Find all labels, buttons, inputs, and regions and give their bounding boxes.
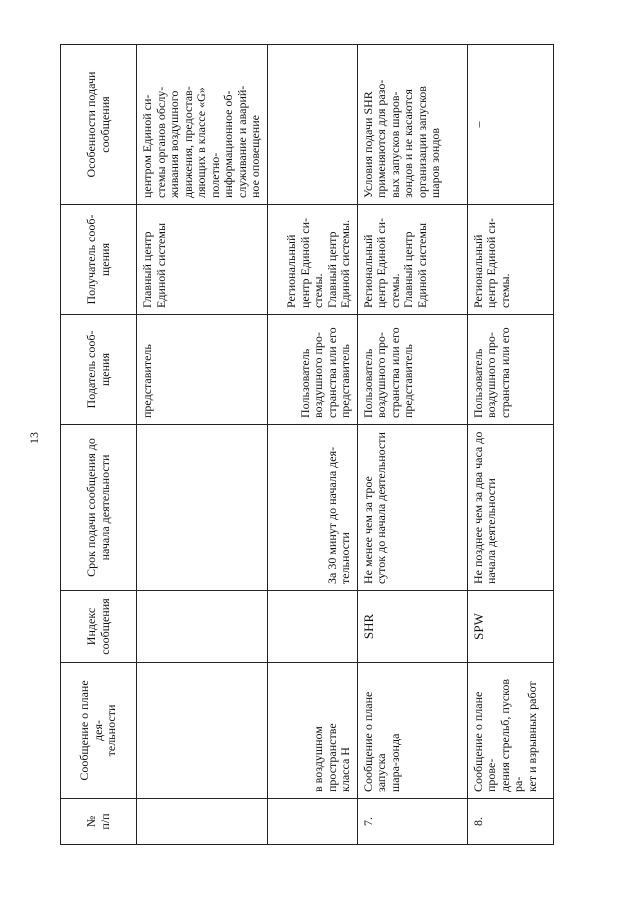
cell-deadline: Не позднее чем за два часа до начала деятельности [467,425,553,591]
table-row [467,45,553,845]
cell-message: Сообщение о плане прове- дения стрельб, пусков ра- кет и взрывных работ [467,663,553,799]
cell-sender: Пользователь воздушного про- странства или его [467,315,553,425]
header-recipient: Получатель сооб- щения [61,205,137,315]
cell-index: SPW [467,591,553,663]
header-deadline: Срок подачи сообщения до начала деятельности [61,425,137,591]
table-row [357,45,467,845]
cell-number: 8. [467,799,553,845]
cell-message: Сообщение о плане запуска шара-зонда [357,663,467,799]
cell-recipient: Региональный центр Единой си- стемы. Главный центр Единой системы [357,205,467,315]
cell-number [267,799,357,845]
cell-message: в воздушном пространстве класса H [267,663,357,799]
header-message: Сообщение о плане дея- тельности [61,663,137,799]
table-header-row [61,45,137,845]
cell-sender: Пользователь воздушного про- странства или его представитель [267,315,357,425]
cell-index: SHR [357,591,467,663]
header-index: Индекс сообщения [61,591,137,663]
cell-index [137,591,268,663]
cell-features: – [467,45,553,205]
cell-recipient: Главный центр Единой системы [137,205,268,315]
cell-number [137,799,268,845]
table-row [137,45,268,845]
cell-index [267,591,357,663]
cell-deadline: Не менее чем за трое суток до начала деятельности [357,425,467,591]
cell-recipient: Региональный центр Единой си- стемы. Главный центр Единой системы. [267,205,357,315]
cell-features [267,45,357,205]
cell-features: Условия подачи SHR применяются для разо- вых запусков шаров- зондов и не касаются организации запусков шаров зондов [357,45,467,205]
cell-sender: Пользователь воздушного про- странства или его представитель [357,315,467,425]
cell-recipient: Региональный центр Единой си- стемы. [467,205,553,315]
header-number: № п/п [61,799,137,845]
header-features: Особенности подачи сообщения [61,45,137,205]
page-number: 13 [27,432,41,444]
messages-table [60,44,554,845]
cell-number: 7. [357,799,467,845]
header-sender: Податель сооб- щения [61,315,137,425]
cell-sender: представитель [137,315,268,425]
cell-message [137,663,268,799]
cell-features: центром Единой си- стемы органов обслу- живания воздушного движения, предостав- ляющих в классе «G» полетно- информационное об- служивание и аварий- ное оповещение [137,45,268,205]
cell-deadline [137,425,268,591]
rotated-table-container [60,45,539,845]
cell-deadline: За 30 минут до начала дея- тельности [267,425,357,591]
table-row [267,45,357,845]
